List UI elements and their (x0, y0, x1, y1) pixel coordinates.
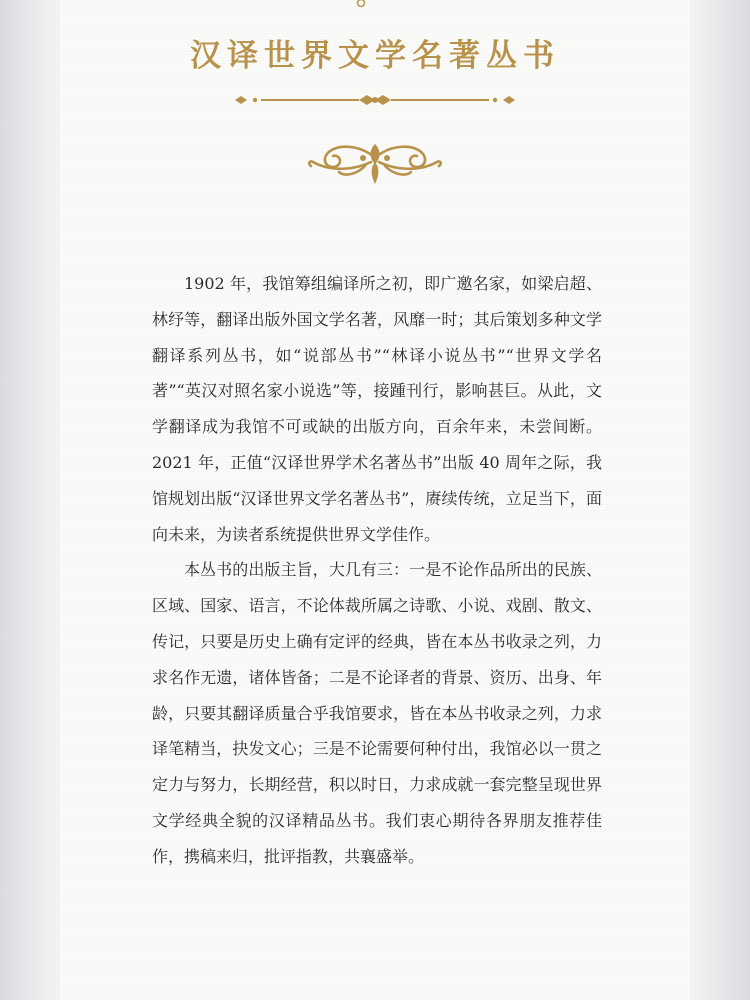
series-title: 汉译世界文学名著丛书 (190, 38, 560, 74)
page-edge-right (680, 0, 750, 1000)
ornamental-rule-icon (233, 93, 517, 107)
preface-paragraph-1: 1902 年，我馆筹组编译所之初，即广邀名家，如梁启超、林纾等，翻译出版外国文学名著，风靡一时；其后策划多种文学翻译系列丛书，如“说部丛书”“林译小说丛书”“世界文学名著”“英汉对照名家小说选”等，接踵刊行，影响甚巨。从此，文学翻译成为我馆不可或缺的出版方向，百余年来，未尝间断。2021 年，正值“汉译世界学术名著丛书”出版 40 周年之际，我馆规划出版“汉译世界文学名著丛书”，赓续传统，立足当下，面向未来，为读者系统提供世界文学佳作。 (152, 274, 602, 544)
preface-text (152, 266, 602, 875)
baroque-scroll-flourish-icon (305, 140, 445, 188)
ornament-drop-icon (351, 0, 371, 8)
preface-paragraph-2: 本丛书的出版主旨，大几有三：一是不论作品所出的民族、区域、国家、语言，不论体裁所属之诗歌、小说、戏剧、散文、传记，只要是历史上确有定评的经典，皆在本丛书收录之列，力求名作无遗，诸体皆备；二是不论译者的背景、资历、出身、年龄，只要其翻译质量合乎我馆要求，皆在本丛书收录之列，力求译笔精当，抉发文心；三是不论需要何种付出，我馆必以一贯之定力与努力，长期经营，积以时日，力求成就一套完整呈现世界文学经典全貌的汉译精品丛书。我们衷心期待各界朋友推荐佳作，携稿来归，批评指教，共襄盛举。 (152, 560, 602, 866)
